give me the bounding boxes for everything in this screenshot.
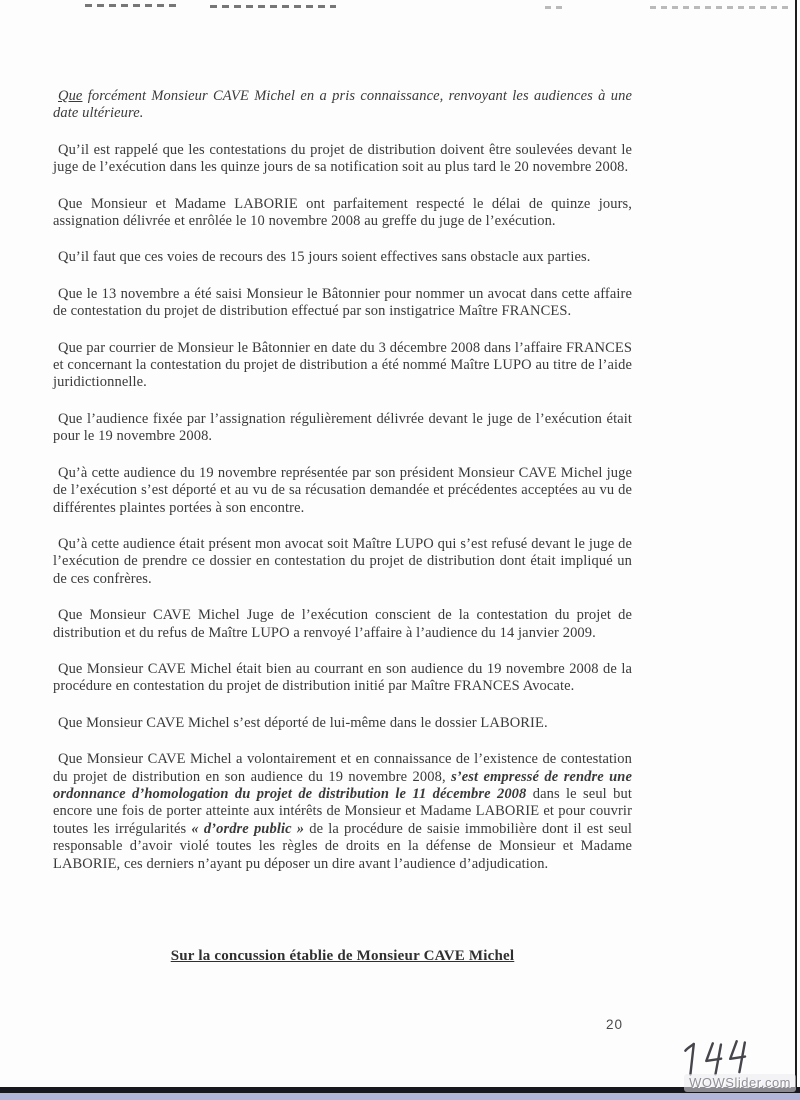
scan-artifact-top — [650, 6, 790, 9]
paragraph: Que Monsieur et Madame LABORIE ont parfaitement respecté le délai de quinze jours, assignation délivrée et enrôlée le 10 novembre 2008 au greffe du juge de l’exécution. — [53, 195, 632, 230]
paragraph: Que l’audience fixée par l’assignation régulièrement délivrée devant le juge de l’exécution était pour le 19 novembre 2008. — [53, 410, 632, 445]
emphasized-text: s’est empressé de rendre une ordonnance d’homologation du projet de distribution le 11 décembre 2008 — [53, 768, 632, 802]
section-heading-text: Sur la concussion établie de Monsieur CAVE Michel — [170, 948, 515, 964]
paragraph: Qu’il est rappelé que les contestations du projet de distribution doivent être soulevées devant le juge de l’exécution dans les quinze jours de sa notification soit au plus tard le 20 novembre 2008. — [53, 141, 632, 176]
paragraph-text: dans le seul but encore une fois de porter atteinte aux intérêts de Monsieur et Madame LABORIE et pour couvrir toutes les irrégularités — [53, 785, 632, 837]
paragraph-lead: Que — [58, 88, 83, 104]
wowslider-watermark-link[interactable]: WOWSlider.com — [684, 1074, 796, 1092]
paragraph — [53, 88, 632, 123]
document-body — [53, 88, 632, 892]
page-number: 20 — [606, 1017, 624, 1032]
scan-artifact-top — [85, 4, 180, 7]
paragraph: Que Monsieur CAVE Michel était bien au courrant en son audience du 19 novembre 2008 de la procédure en contestation du projet de distribution initié par Maître FRANCES Avocate. — [53, 660, 632, 695]
paragraph-text: forcément Monsieur CAVE Michel en a pris connaissance, renvoyant les audiences à une date ultérieure. — [53, 88, 632, 122]
paragraph: Qu’à cette audience du 19 novembre représentée par son président Monsieur CAVE Michel juge de l’exécution s’est déporté et au vu de sa récusation demandée et précédentes acceptées au vu de différentes plaintes portées à son encontre. — [53, 464, 632, 516]
section-heading — [53, 948, 632, 965]
scan-edge-line — [795, 0, 797, 1087]
scan-artifact-top — [210, 5, 336, 8]
paragraph-text: de la procédure de saisie immobilière dont il est seul responsable d’avoir violé toutes les règles de droits en la défense de Monsieur et Madame LABORIE, ces derniers n’ayant pu déposer un dire avant l’audience d’adjudication. — [53, 820, 632, 872]
emphasized-text: « d’ordre public » — [191, 820, 305, 837]
paragraph: Que par courrier de Monsieur le Bâtonnier en date du 3 décembre 2008 dans l’affaire FRANCES et concernant la contestation du projet de distribution a été nommé Maître LUPO au titre de l’aide juridictionnelle. — [53, 339, 632, 391]
paragraph: Que Monsieur CAVE Michel s’est déporté de lui-même dans le dossier LABORIE. — [58, 714, 548, 731]
paragraph: Qu’il faut que ces voies de recours des 15 jours soient effectives sans obstacle aux parties. — [58, 249, 591, 266]
paragraph: Que le 13 novembre a été saisi Monsieur le Bâtonnier pour nommer un avocat dans cette affaire de contestation du projet de distribution effectué par son instigatrice Maître FRANCES. — [53, 285, 632, 320]
paragraph — [53, 751, 632, 873]
bottom-accent-strip — [0, 1093, 800, 1100]
scan-artifact-top — [545, 6, 567, 9]
paragraph-text: Que Monsieur CAVE Michel a volontairement et en connaissance de l’existence de contestation du projet de distribution en son audience du 19 novembre 2008, — [53, 751, 632, 785]
paragraph: Que Monsieur CAVE Michel Juge de l’exécution conscient de la contestation du projet de distribution et du refus de Maître LUPO a renvoyé l’affaire à l’audience du 14 janvier 2009. — [53, 607, 632, 641]
paragraph: Qu’à cette audience était présent mon avocat soit Maître LUPO qui s’est refusé devant le juge de l’exécution de prendre ce dossier en contestation du projet de distribution dont était impliqué un de ces confrères. — [53, 535, 632, 587]
